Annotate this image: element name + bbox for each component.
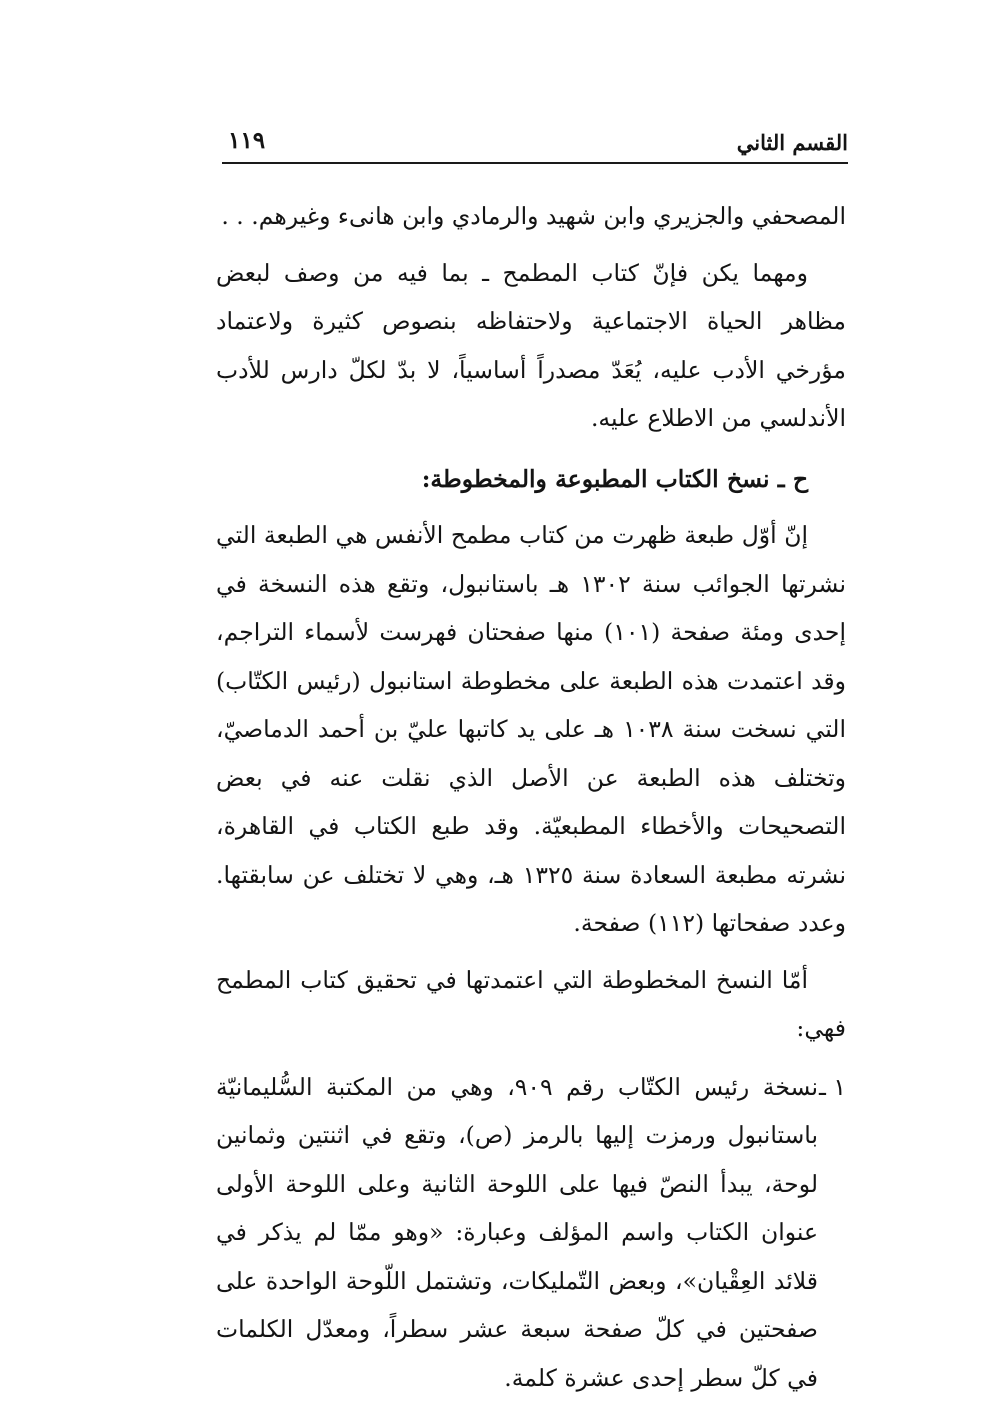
list-item-text: نسخة رئيس الكتّاب رقم ٩٠٩، وهي من المكتبة السُّليمانيّة باستانبول ورمزت إليها بالرمز (ص)، وتقع في اثنتين وثمانين لوحة، يبدأ النصّ فيها على اللوحة الثانية وعلى اللوحة الأولى عنوان الكتاب واسم المؤلف وعبارة: «وهو ممّا لم يذكر في قلائد العِقْيان»، وبعض التّمليكات، وتشتمل اللّوحة الواحدة على صفحتين في كلّ صفحة سبعة عشر سطراً، ومعدّل الكلمات في كلّ سطر إحدى عشرة كلمة. <box>216 1073 818 1392</box>
section-heading: ح ـ نسخ الكتاب المطبوعة والمخطوطة: <box>216 455 846 504</box>
paragraph: أمّا النسخ المخطوطة التي اعتمدتها في تحقيق كتاب المطمح فهي: <box>216 956 846 1053</box>
page-number: ١١٩ <box>228 126 265 156</box>
list-item-number: ١ ـ <box>818 1063 846 1112</box>
list-item <box>216 1063 846 1402</box>
header-rule <box>222 162 848 164</box>
page-header <box>222 126 848 160</box>
paragraph: إنّ أوّل طبعة ظهرت من كتاب مطمح الأنفس هي الطبعة التي نشرتها الجوائب سنة ١٣٠٢ هـ باستانبول، وتقع هذه النسخة في إحدى ومئة صفحة (١٠١) منها صفحتان فهرست لأسماء التراجم، وقد اعتمدت هذه الطبعة على مخطوطة استانبول (رئيس الكتّاب) التي نسخت سنة ١٠٣٨ هـ على يد كاتبها عليّ بن أحمد الدماصيّ، وتختلف هذه الطبعة عن الأصل الذي نقلت عنه في بعض التصحيحات والأخطاء المطبعيّة. وقد طبع الكتاب في القاهرة، نشرته مطبعة السعادة سنة ١٣٢٥ هـ، وهي لا تختلف عن سابقتها. وعدد صفحاتها (١١٢) صفحة. <box>216 511 846 948</box>
paragraph: ومهما يكن فإنّ كتاب المطمح ـ بما فيه من وصف لبعض مظاهر الحياة الاجتماعية ولاحتفاظه بنصوص كثيرة ولاعتماد مؤرخي الأدب عليه، يُعَدّ مصدراً أساسياً، لا بدّ لكلّ دارس للأدب الأندلسي من الاطلاع عليه. <box>216 249 846 443</box>
continuation-line: المصحفي والجزيري وابن شهيد والرمادي وابن هانىء وغيرهم. . . <box>216 192 846 241</box>
body-text <box>216 192 846 1402</box>
section-title: القسم الثاني <box>737 128 848 158</box>
